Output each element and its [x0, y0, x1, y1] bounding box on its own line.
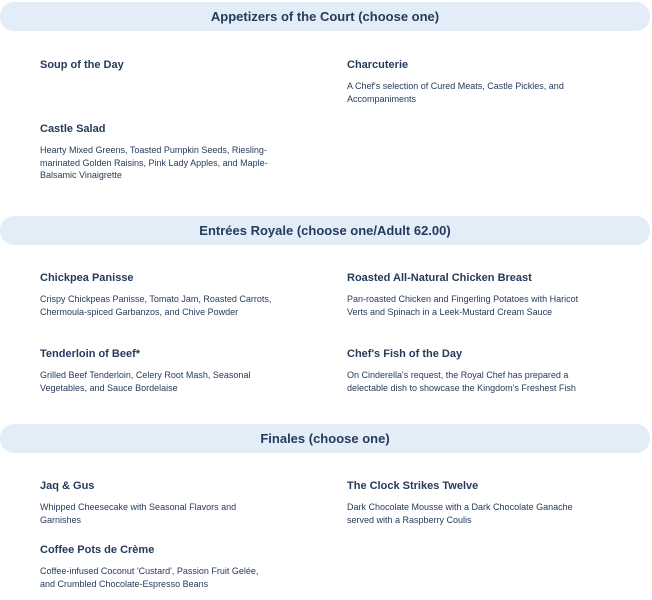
menu-item-description: Grilled Beef Tenderloin, Celery Root Mash, Seasonal Vegetables, and Sauce Bordelaise [40, 370, 251, 393]
menu-item-tenderloin [40, 347, 272, 394]
section-title: Finales (choose one) [260, 431, 390, 446]
menu-item-name: Chickpea Panisse [40, 272, 134, 284]
menu-item-description: Coffee-infused Coconut 'Custard', Passion Fruit Gelée, and Crumbled Chocolate-Espresso Beans [40, 566, 259, 589]
menu-item-description: Crispy Chickpeas Panisse, Tomato Jam, Roasted Carrots, Chermoula-spiced Garbanzos, and Chive Powder [40, 294, 272, 317]
menu-item-name: Roasted All-Natural Chicken Breast [347, 272, 532, 284]
menu-item-coffee-pots-de-creme [40, 543, 272, 590]
menu-item-name: Soup of the Day [40, 59, 124, 71]
menu-item-fish-of-the-day [347, 347, 579, 394]
menu-item-description: Pan-roasted Chicken and Fingerling Potatoes with Haricot Verts and Spinach in a Leek-Mustard Cream Sauce [347, 294, 579, 317]
section-title: Appetizers of the Court (choose one) [210, 9, 440, 24]
section-title: Entrées Royale (choose one/Adult 62.00) [199, 223, 451, 238]
menu-item-soup [40, 58, 272, 72]
section-header-appetizers [0, 2, 650, 31]
menu-item-chicken-breast [347, 271, 579, 318]
section-header-finales [0, 424, 650, 453]
menu-item-description: Dark Chocolate Mousse with a Dark Chocolate Ganache served with a Raspberry Coulis [347, 502, 573, 525]
menu-item-name: Chef's Fish of the Day [347, 348, 463, 360]
menu-item-name: Coffee Pots de Crème [40, 544, 155, 556]
menu-item-jaq-gus [40, 479, 272, 526]
menu-item-name: Tenderloin of Beef* [40, 348, 141, 360]
menu-item-castle-salad [40, 122, 272, 182]
menu-item-name: The Clock Strikes Twelve [347, 480, 479, 492]
menu-item-description: On Cinderella's request, the Royal Chef has prepared a delectable dish to showcase the Kingdom's Freshest Fish [347, 370, 576, 393]
menu-item-description: Hearty Mixed Greens, Toasted Pumpkin Seeds, Riesling-marinated Golden Raisins, Pink Lady Apples, and Maple-Balsamic Vinaigrette [40, 145, 268, 180]
menu-item-name: Jaq & Gus [40, 480, 95, 492]
menu-item-name: Charcuterie [347, 59, 409, 71]
menu-item-clock-strikes-twelve [347, 479, 579, 526]
menu-item-description: Whipped Cheesecake with Seasonal Flavors and Garnishes [40, 502, 237, 525]
menu-item-description: A Chef's selection of Cured Meats, Castle Pickles, and Accompaniments [347, 81, 564, 104]
menu-item-name: Castle Salad [40, 123, 106, 135]
section-header-entrees [0, 216, 650, 245]
menu-item-charcuterie [347, 58, 579, 105]
menu-item-chickpea-panisse [40, 271, 272, 318]
